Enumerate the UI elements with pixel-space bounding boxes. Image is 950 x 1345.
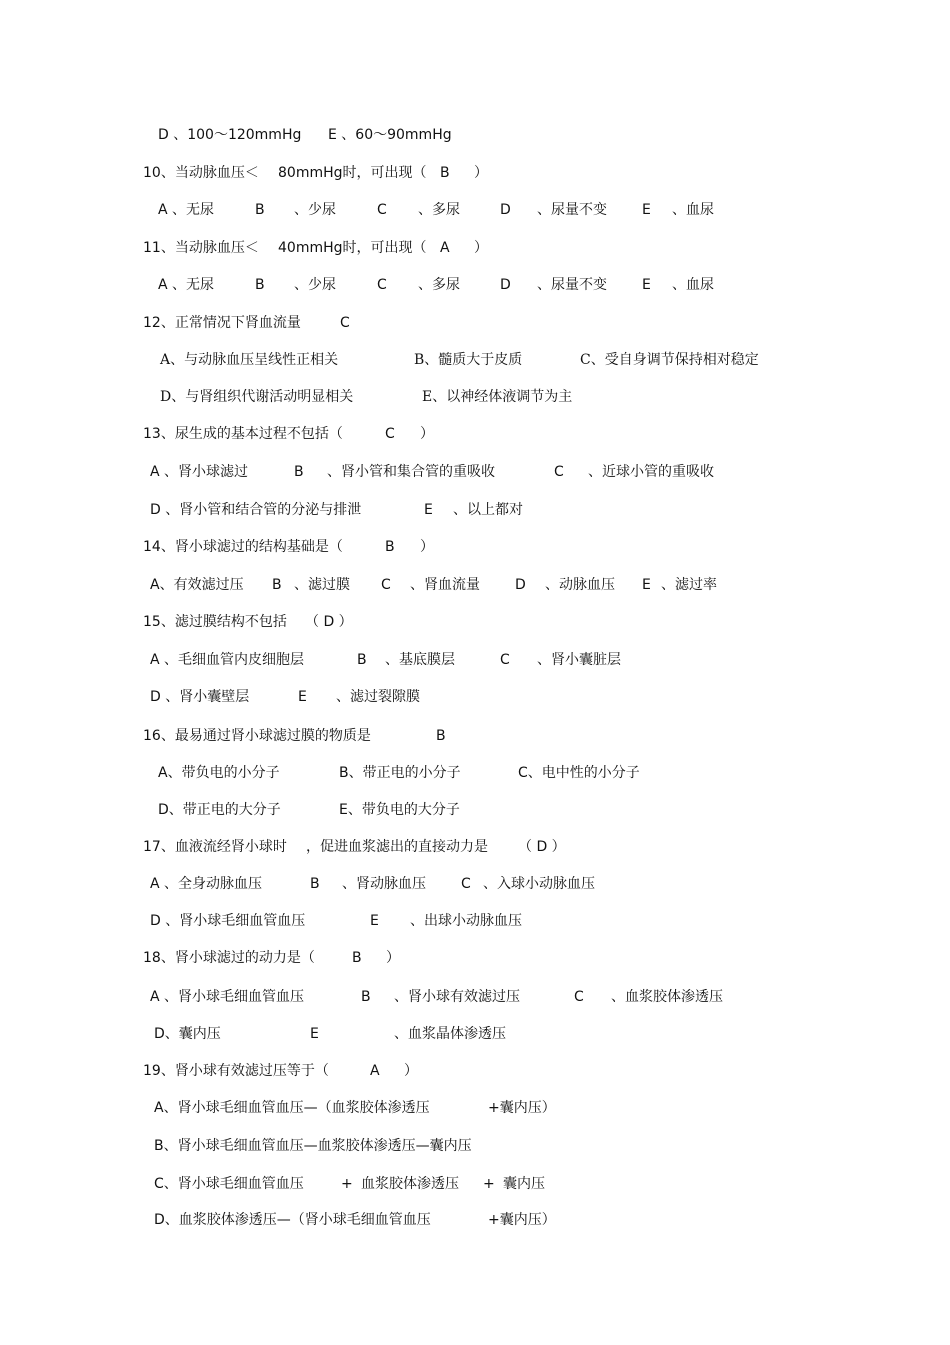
option: 、肾小球有效滤过压 [394,989,520,1005]
option: 、血浆晶体渗透压 [394,1026,506,1042]
question-text: 18、肾小球滤过的动力是（ [143,950,315,966]
option: C、肾小球毛细血管血压 [154,1176,304,1192]
option: 、肾血流量 [410,577,480,593]
option: + [341,1176,353,1192]
option: A、有效滤过压 [150,577,244,593]
option: D、囊内压 [154,1026,221,1042]
answer: B [385,539,395,555]
option: B、带正电的小分子 [339,765,461,781]
option: A 、肾小球毛细血管血压 [150,989,305,1005]
option: D 、肾小管和结合管的分泌与排泄 [150,502,362,518]
option: D、血浆胶体渗透压—（肾小球毛细血管血压 [154,1212,431,1228]
option: B、髓质大于皮质 [414,352,523,368]
option: C、电中性的小分子 [518,765,640,781]
option: E [642,577,651,593]
option: E [424,502,433,518]
question-text: 11、当动脉血压＜ [143,240,259,256]
answer: A [440,240,450,256]
option: C [461,876,471,892]
option: E [642,202,651,218]
answer: C [340,315,350,331]
option: D、与肾组织代谢活动明显相关 [160,389,354,405]
option: C [377,277,387,293]
option: E [310,1026,319,1042]
option: 、多尿 [418,277,460,293]
option: C [500,652,510,668]
option: 、血浆胶体渗透压 [611,989,723,1005]
question-text: 12、正常情况下肾血流量 [143,315,301,331]
option: 、肾小囊脏层 [537,652,621,668]
option: A 、毛细血管内皮细胞层 [150,652,305,668]
answer: A [370,1063,380,1079]
option: 、少尿 [294,202,336,218]
option: C、受自身调节保持相对稳定 [580,352,759,368]
option: 、肾动脉血压 [342,876,426,892]
option: 、入球小动脉血压 [483,876,595,892]
option: 、滤过膜 [294,577,350,593]
option: A 、无尿 [158,202,215,218]
question-text: 19、肾小球有效滤过压等于（ [143,1063,329,1079]
option: B [361,989,371,1005]
option: A 、肾小球滤过 [150,464,249,480]
option: 、尿量不变 [537,202,607,218]
option: +囊内压） [488,1212,556,1228]
option: 、少尿 [294,277,336,293]
option: B [357,652,367,668]
option: E、以神经体液调节为主 [422,389,573,405]
option: 、尿量不变 [537,277,607,293]
option: C [377,202,387,218]
option: D、带正电的大分子 [158,802,281,818]
option: +囊内压） [488,1100,556,1116]
option: B [272,577,282,593]
answer: C [385,426,395,442]
option: E [642,277,651,293]
bracket: ） [404,1063,418,1079]
option: 囊内压 [503,1176,545,1192]
option: C [574,989,584,1005]
option: 、以上都对 [453,502,523,518]
question-text: 80mmHg时，可出现（ [278,165,427,181]
option: A、带负电的小分子 [158,765,280,781]
option: 、血尿 [672,277,714,293]
option: 、滤过裂隙膜 [336,689,420,705]
question-text: 10、当动脉血压＜ [143,165,259,181]
option: 、基底膜层 [385,652,455,668]
answer: B [352,950,362,966]
question-text: 17、血液流经肾小球时 [143,839,287,855]
bracket: ） [386,950,400,966]
question-text: 13、尿生成的基本过程不包括（ [143,426,343,442]
option: 、出球小动脉血压 [410,913,522,929]
bracket: ） [474,240,488,256]
option: D [515,577,526,593]
option: 、多尿 [418,202,460,218]
option: B、肾小球毛细血管血压—血浆胶体渗透压—囊内压 [154,1138,472,1154]
option: 、血尿 [672,202,714,218]
option: 、滤过率 [661,577,717,593]
option: 血浆胶体渗透压 [361,1176,459,1192]
answer: （ D ） [518,839,566,855]
option: E [298,689,307,705]
question-text: 15、滤过膜结构不包括 [143,614,287,630]
option: 、肾小管和集合管的重吸收 [327,464,495,480]
question-text: 14、肾小球滤过的结构基础是（ [143,539,343,555]
option: E、带负电的大分子 [339,802,460,818]
option: E [370,913,379,929]
option: D 、肾小囊壁层 [150,689,250,705]
option-d: D 、100～120mmHg [158,127,302,143]
option: B [294,464,304,480]
option: C [381,577,391,593]
answer: B [440,165,450,181]
option: D [500,277,511,293]
option: + [483,1176,495,1192]
answer: （ D ） [305,614,353,630]
option: D [500,202,511,218]
option: 、动脉血压 [545,577,615,593]
option: B [255,277,265,293]
question-text: 40mmHg时，可出现（ [278,240,427,256]
option: C [554,464,564,480]
option: B [255,202,265,218]
question-text: ，促进血浆滤出的直接动力是 [306,839,488,855]
bracket: ） [420,539,434,555]
option: A、肾小球毛细血管血压—（血浆胶体渗透压 [154,1100,430,1116]
question-text: 16、最易通过肾小球滤过膜的物质是 [143,728,371,744]
option: A 、无尿 [158,277,215,293]
option: B [310,876,320,892]
option: D 、肾小球毛细血管血压 [150,913,306,929]
option: A 、全身动脉血压 [150,876,263,892]
option: A、与动脉血压呈线性正相关 [160,352,339,368]
option-e: E 、60～90mmHg [328,127,452,143]
bracket: ） [474,165,488,181]
answer: B [436,728,446,744]
bracket: ） [420,426,434,442]
option: 、近球小管的重吸收 [588,464,714,480]
